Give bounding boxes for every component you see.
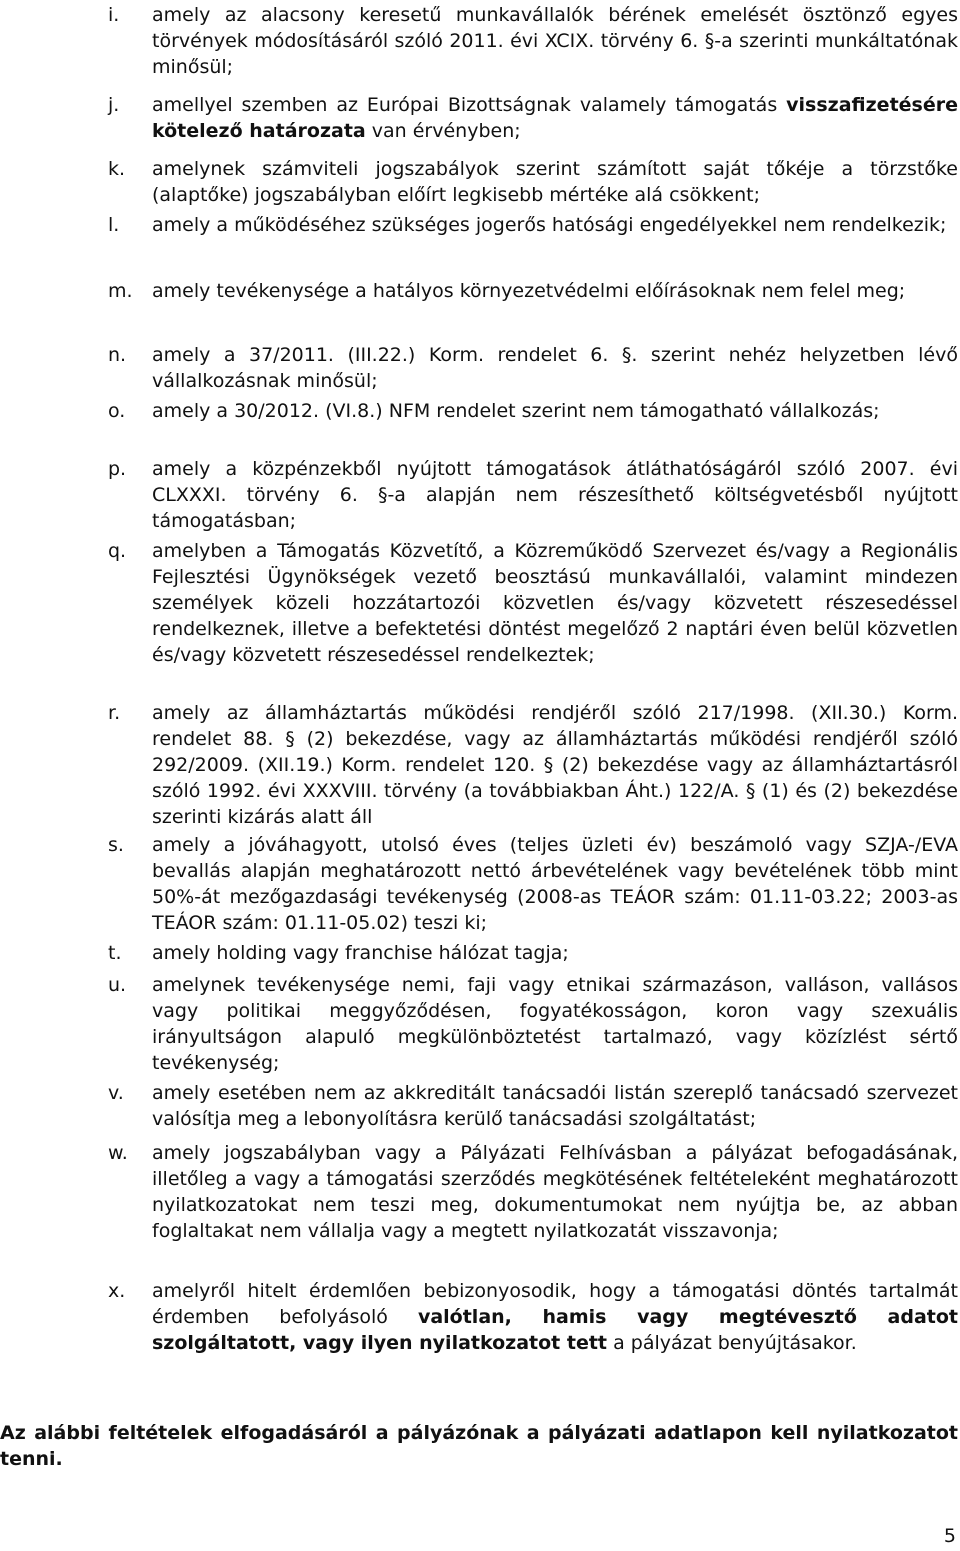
list-item-text: [152, 940, 958, 966]
list-item-text: [152, 1140, 958, 1244]
list-item-label: i.: [108, 4, 120, 26]
list-item-text: [152, 212, 958, 238]
text-segment: amelyről hitelt érdemlően bebizonyosodik, hogy a támogatási döntés tartalmát érdemben befolyásoló: [152, 1280, 958, 1328]
list-item-text: [152, 2, 958, 80]
list-item: [108, 278, 958, 304]
text-segment: van érvényben;: [365, 120, 521, 142]
text-segment: amely holding vagy franchise hálózat tagja;: [152, 942, 569, 964]
list-item: [108, 2, 958, 80]
list-item-label: u.: [108, 974, 127, 996]
text-segment: amely jogszabályban vagy a Pályázati Felhívásban a pályázat befogadásának, illetőleg a vagy a támogatási szerződés megkötésének feltételeként meghatározott nyilatkozatokat nem teszi meg, dokumentumokat nem nyújtja be, az abban foglaltakat nem vállalja vagy a megtett nyilatkozatát visszavonja;: [152, 1142, 958, 1242]
text-segment: amely az alacsony keresetű munkavállalók bérének emelését ösztönző egyes törvények módosításáról szóló 2011. évi XCIX. törvény 6. §-a szerinti munkáltatónak minősül;: [152, 4, 958, 78]
text-segment: amely esetében nem az akkreditált tanácsadói listán szereplő tanácsadó szervezet valósítja meg a lebonyolításra kerülő tanácsadási szolgáltatást;: [152, 1082, 958, 1130]
text-segment: amelyben a Támogatás Közvetítő, a Közreműködő Szervezet és/vagy a Regionális Fejlesztési Ügynökségek vezető beosztású munkavállalói, valamint mindezen személyek közeli hozzátartozói közvetlen és/vagy közvetett részesedéssel rendelkeznek, illetve a befektetési döntést megelőző 2 naptári éven belül közvetlen és/vagy közvetett részesedéssel rendelkeztek;: [152, 540, 958, 666]
list-item: [108, 940, 958, 966]
list-item-text: [152, 1080, 958, 1132]
list-item-label: k.: [108, 158, 126, 180]
list-item-text: [152, 700, 958, 830]
list-item-label: p.: [108, 458, 127, 480]
list-item-text: [152, 538, 958, 668]
text-segment: amely a jóváhagyott, utolsó éves (teljes üzleti év) beszámoló vagy SZJA-/EVA bevallás alapján meghatározott nettó árbevételének vagy bevételének több mint 50%-át mezőgazdasági tevékenység (2008-as TEÁOR szám: 01.11-03.22; 2003-as TEÁOR szám: 01.11-05.02) teszi ki;: [152, 834, 958, 934]
list-item-text: [152, 342, 958, 394]
bold-text-segment: visszafizetésére kötelező határozata: [152, 94, 958, 142]
list-item: [108, 92, 958, 144]
list-item-label: n.: [108, 344, 127, 366]
list-item-text: [152, 1278, 958, 1356]
text-segment: amely a 30/2012. (VI.8.) NFM rendelet szerint nem támogatható vállalkozás;: [152, 400, 880, 422]
text-segment: amelynek tevékenysége nemi, faji vagy etnikai származáson, valláson, vallásos vagy politikai meggyőződésen, fogyatékosságon, koron vagy szexuális irányultságon alapuló megkülönböztetést tartalmazó, vagy közízlést sértő tevékenység;: [152, 974, 958, 1074]
list-item: [108, 342, 958, 394]
list-item-text: [152, 92, 958, 144]
declaration-note: Az alábbi feltételek elfogadásáról a pályázónak a pályázati adatlapon kell nyilatkozatot tenni.: [0, 1422, 958, 1470]
list-item: [108, 156, 958, 208]
text-segment: amellyel szemben az Európai Bizottságnak valamely támogatás: [152, 94, 787, 116]
text-segment: amely a közpénzekből nyújtott támogatások átláthatóságáról szóló 2007. évi CLXXXI. törvény 6. §-a alapján nem részesíthető költségvetésből nyújtott támogatásban;: [152, 458, 958, 532]
text-segment: a pályázat benyújtásakor.: [607, 1332, 857, 1354]
list-item-label: m.: [108, 280, 133, 302]
page-number: 5: [943, 1525, 956, 1547]
list-item-label: s.: [108, 834, 124, 856]
list-item-text: [152, 972, 958, 1076]
list-item-label: l.: [108, 214, 120, 236]
list-item: [108, 538, 958, 668]
list-item: [108, 1278, 958, 1356]
list-item: [108, 972, 958, 1076]
list-item: [108, 1140, 958, 1244]
list-item-label: v.: [108, 1082, 124, 1104]
list-item-text: [152, 456, 958, 534]
text-segment: amely az államháztartás működési rendjéről szóló 217/1998. (XII.30.) Korm. rendelet 88. § (2) bekezdése, vagy az államháztartás működési rendjéről szóló 292/2009. (XII.19.) Korm. rendelet 120. § (2) bekezdése vagy az államháztartásról szóló 1992. évi XXXVIII. törvény (a továbbiakban Áht.) 122/A. § (1) és (2) bekezdése szerinti kizárás alatt áll: [152, 702, 958, 828]
list-item-label: q.: [108, 540, 127, 562]
text-segment: amely tevékenysége a hatályos környezetvédelmi előírásoknak nem felel meg;: [152, 280, 906, 302]
list-item-text: [152, 156, 958, 208]
list-item-label: o.: [108, 400, 126, 422]
list-item-label: x.: [108, 1280, 126, 1302]
list-item: [108, 832, 958, 936]
bold-text-segment: valótlan, hamis vagy megtévesztő adatot szolgáltatott, vagy ilyen nyilatkozatot tett: [152, 1306, 958, 1354]
list-item-text: [152, 398, 958, 424]
list-item-label: t.: [108, 942, 122, 964]
list-item-text: [152, 832, 958, 936]
list-item-label: w.: [108, 1142, 128, 1164]
list-item: [108, 1080, 958, 1132]
list-item-label: r.: [108, 702, 121, 724]
list-item-label: j.: [108, 94, 120, 116]
text-segment: amelynek számviteli jogszabályok szerint számított saját tőkéje a törzstőke (alaptőke) jogszabályban előírt legkisebb mértéke alá csökkent;: [152, 158, 958, 206]
text-segment: amely a 37/2011. (III.22.) Korm. rendelet 6. §. szerint nehéz helyzetben lévő vállalkozásnak minősül;: [152, 344, 958, 392]
list-item: [108, 700, 958, 830]
list-item-text: [152, 278, 958, 304]
list-item: [108, 398, 958, 424]
list-item: [108, 456, 958, 534]
text-segment: amely a működéséhez szükséges jogerős hatósági engedélyekkel nem rendelkezik;: [152, 214, 947, 236]
list-item: [108, 212, 958, 238]
